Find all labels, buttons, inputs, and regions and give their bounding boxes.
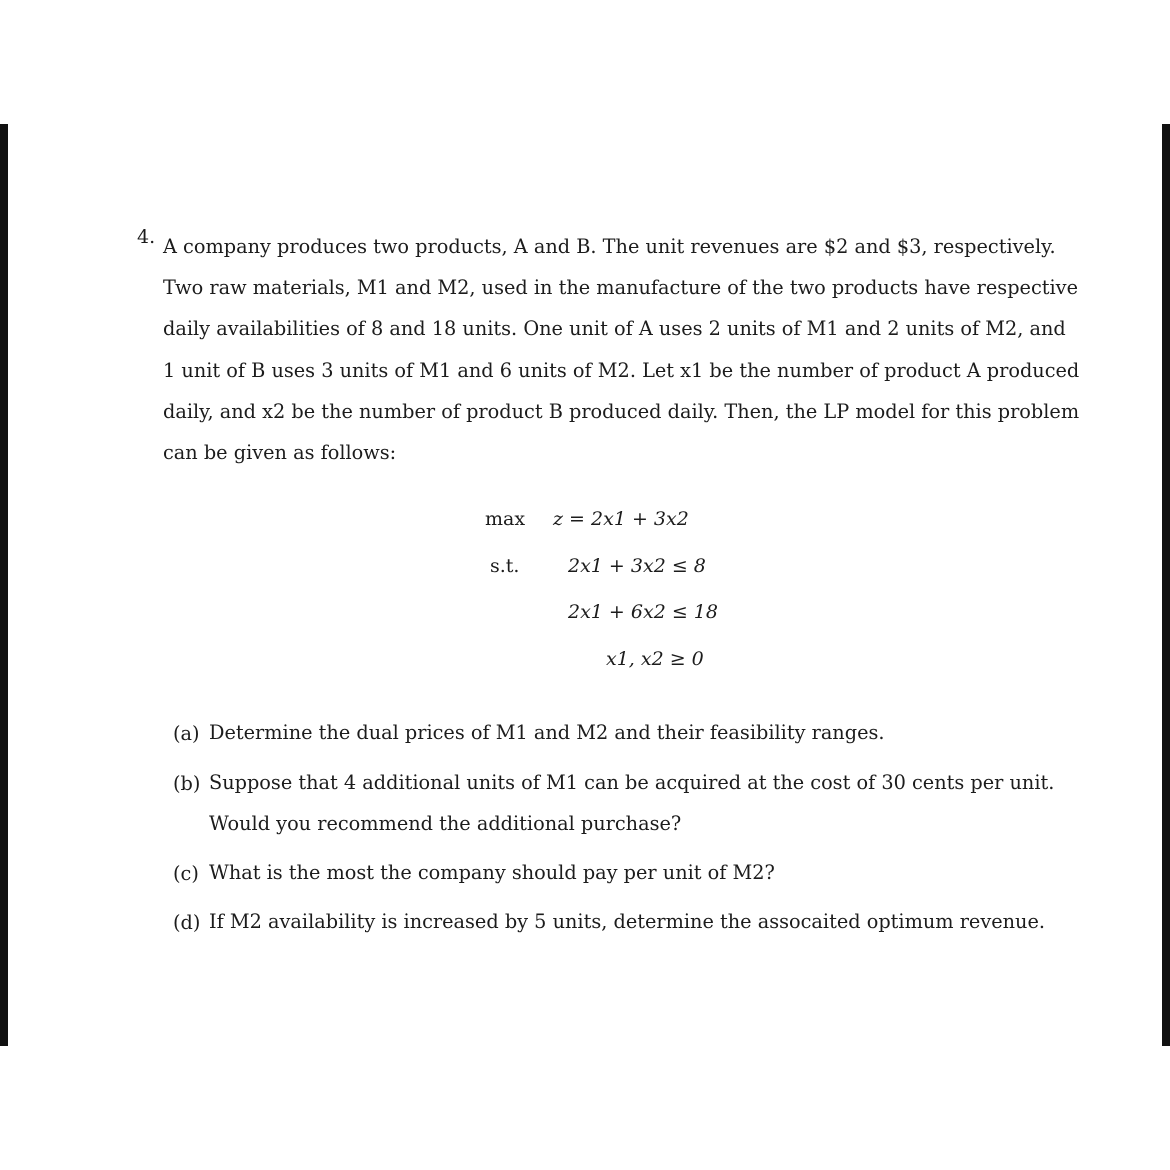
question-tag: (b) (173, 772, 201, 795)
question-line: Suppose that 4 additional units of M1 can be acquired at the cost of 30 cents per unit. (209, 771, 1055, 794)
problem-number: 4. (137, 226, 156, 248)
constraint-m2: 2x1 + 6x2 ≤ 18 (568, 601, 718, 623)
question-line: Would you recommend the additional purchase? (209, 812, 682, 835)
problem-line: Two raw materials, M1 and M2, used in the manufacture of the two products have respective (163, 276, 1078, 300)
question-tag: (c) (173, 862, 199, 885)
question-line: If M2 availability is increased by 5 units, determine the assocaited optimum revenue. (209, 910, 1045, 933)
problem-line: A company produces two products, A and B. The unit revenues are $2 and $3, respectively. (163, 235, 1056, 258)
question-tag: (d) (173, 911, 201, 934)
question-line: Determine the dual prices of M1 and M2 and their feasibility ranges. (209, 721, 885, 744)
problem-statement (163, 226, 1080, 473)
objective-label: max (485, 508, 526, 530)
question-line: What is the most the company should pay per unit of M2? (209, 861, 775, 884)
question-tag: (a) (173, 722, 200, 745)
problem-line: 1 unit of B uses 3 units of M1 and 6 units of M2. Let x1 be the number of product A produced (163, 358, 1080, 382)
problem-line: daily, and x2 be the number of product B produced daily. Then, the LP model for this problem (163, 399, 1080, 423)
constraints-label: s.t. (490, 555, 520, 577)
objective-function: z = 2x1 + 3x2 (553, 508, 689, 530)
problem-line: daily availabilities of 8 and 18 units. One unit of A uses 2 units of M1 and 2 units of M2, and (163, 317, 1066, 341)
constraint-nonnegativity: x1, x2 ≥ 0 (606, 648, 704, 670)
constraint-m1: 2x1 + 3x2 ≤ 8 (568, 555, 706, 577)
problem-line: can be given as follows: (163, 440, 397, 464)
